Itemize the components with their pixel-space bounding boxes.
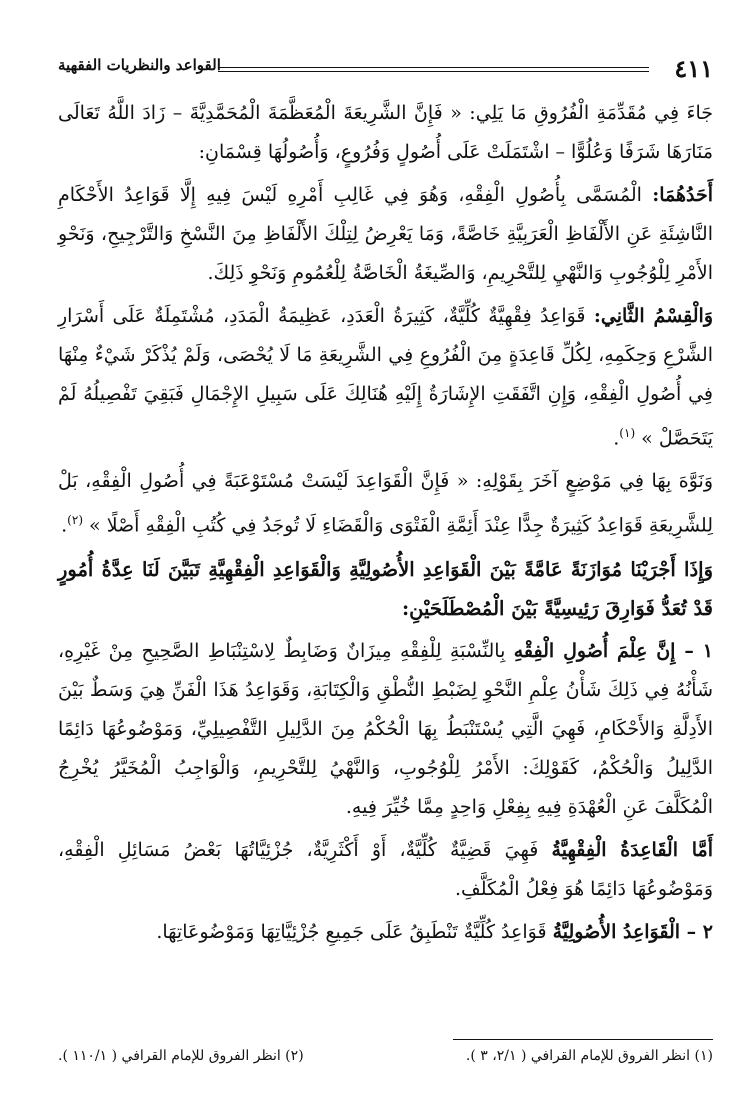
book-page [58, 52, 713, 1102]
footnote-ref-1: (١) [619, 426, 636, 440]
paragraph-7: أَمَّا الْقَاعِدَةُ الْفِقْهِيَّةُ فَهِيَ قَضِيَّةٌ كُلِّيَّةٌ، أَوْ أَكْثَرِيَّةٌ، جُزْئِيَّاتُهَا بَعْضُ مَسَائِلِ الْفِقْهِ، وَمَوْضُوعُهَا دَائِمًا هُوَ فِعْلُ الْمُكَلَّفِ. [58, 838, 713, 900]
footnotes [58, 1048, 713, 1064]
footnote-separator [453, 1039, 713, 1040]
paragraph-3: وَالْقِسْمُ الثَّانِي: قَوَاعِدُ فِقْهِيَّةٌ كُلِّيَّةٌ، كَثِيرَةُ الْعَدَدِ، عَظِيمَةُ الْمَدَدِ، مُشْتَمِلَةٌ عَلَى أَسْرَارِ الشَّرْعِ وَحِكَمِهِ، لِكُلِّ قَاعِدَةٍ مِنَ الْفُرُوعِ فِي الشَّرِيعَةِ مَا لَا يُحْصَى، وَلَمْ يُذْكَرْ شَيْءٌ مِنْهَا فِي أُصُولِ الْفِقْهِ، وَإِنِ اتَّفَقَتِ الإِشَارَةُ إِلَيْهِ هُنَالِكَ عَلَى سَبِيلِ الإِجْمَالِ فَبَقِيَ تَفْصِيلُهُ لَمْ يَتَحَصَّلْ » $^{(١)}$. [58, 305, 713, 450]
header-rule [218, 67, 649, 72]
footnote-1: (١) انظر الفروق للإمام القرافي ( ٢/١، ٣ ). [465, 1048, 713, 1064]
page-number: ٤١١ [674, 54, 713, 83]
running-title: القواعد والنظريات الفقهية [58, 56, 221, 74]
paragraph-6: ١ – إِنَّ عِلْمَ أُصُولِ الْفِقْهِ بِالنِّسْبَةِ لِلْفِقْهِ مِيزَانٌ وَضَابِطٌ لِاسْتِنْبَاطِ الصَّحِيحِ مِنْ غَيْرِهِ، شَأْنُهُ فِي ذَلِكَ شَأْنُ عِلْمِ النَّحْوِ لِضَبْطِ النُّطْقِ وَالْكِتَابَةِ، وَقَوَاعِدُ هَذَا الْفَنِّ هِيَ وَسَطٌ بَيْنَ الأَدِلَّةِ وَالأَحْكَامِ، فَهِيَ الَّتِي يُسْتَنْبَطُ بِهَا الْحُكْمُ مِنَ الدَّلِيلِ التَّفْصِيلِيِّ، وَمَوْضُوعُهَا دَائِمًا الدَّلِيلُ وَالْحُكْمُ، كَقَوْلِكَ: الأَمْرُ لِلْوُجُوبِ، وَالنَّهْيُ لِلتَّحْرِيمِ، وَالْوَاجِبُ الْمُخَيَّرُ يُخْرِجُ الْمُكَلَّفَ عَنِ الْعُهْدَةِ فِيهِ بِفِعْلِ وَاحِدٍ مِمَّا خُيِّرَ فِيهِ. [58, 639, 713, 818]
paragraph-8: ٢ – الْقَوَاعِدُ الأُصُولِيَّةُ قَوَاعِدُ كُلِّيَّةٌ تَنْطَبِقُ عَلَى جَمِيعِ جُزْئِيَّاتِهَا وَمَوْضُوعَاتِهَا. [156, 920, 713, 943]
paragraph-4: وَنَوَّهَ بِهَا فِي مَوْضِعٍ آخَرَ بِقَوْلِهِ: « فَإِنَّ الْقَوَاعِدَ لَيْسَتْ مُسْتَوْعَبَةً فِي أُصُولِ الْفِقْهِ، بَلْ لِلشَّرِيعَةِ قَوَاعِدُ كَثِيرَةٌ جِدًّا عِنْدَ أَئِمَّةِ الْفَتْوَى وَالْقَضَاءِ لَا تُوجَدُ فِي كُتُبِ الْفِقْهِ أَصْلًا » $^{(٢)}$. [58, 470, 713, 537]
paragraph-5-heading: وَإِذَا أَجْرَيْنَا مُوَازَنَةً عَامَّةً بَيْنَ الْقَوَاعِدِ الأُصُولِيَّةِ وَالْقَوَاعِدِ الْفِقْهِيَّةِ تَبَيَّنَ لَنَا عِدَّةُ أُمُورٍ قَدْ تُعَدُّ فَوَارِقَ رَئِيسِيَّةً بَيْنَ الْمُصْطَلَحَيْنِ: [58, 557, 713, 620]
page-body [58, 94, 713, 956]
paragraph-1: جَاءَ فِي مُقَدِّمَةِ الْفُرُوقِ مَا يَلِي: « فَإِنَّ الشَّرِيعَةَ الْمُعَظَّمَةَ الْمُحَمَّدِيَّةَ – زَادَ اللَّهُ تَعَالَى مَنَارَهَا شَرَفًا وَعُلُوًّا – اشْتَمَلَتْ عَلَى أُصُولٍ وَفُرُوعٍ، وَأُصُولُهَا قِسْمَانِ: [58, 102, 713, 163]
page-header [58, 52, 713, 86]
paragraph-2: أَحَدُهُمَا: الْمُسَمَّى بِأُصُولِ الْفِقْهِ، وَهُوَ فِي غَالِبِ أَمْرِهِ لَيْسَ فِيهِ إِلَّا قَوَاعِدُ الأَحْكَامِ النَّاشِئَةِ عَنِ الأَلْفَاظِ الْعَرَبِيَّةِ خَاصَّةً، وَمَا يَعْرِضُ لِتِلْكَ الأَلْفَاظِ مِنَ النَّسْخِ وَالتَّرْجِيحِ، وَنَحْوِ الأَمْرِ لِلْوُجُوبِ وَالنَّهْيِ لِلتَّحْرِيمِ، وَالصِّيغَةُ الْخَاصَّةُ لِلْعُمُومِ وَنَحْوِ ذَلِكَ. [58, 184, 713, 284]
footnote-ref-2: (٢) [67, 513, 83, 528]
footnote-2: (٢) انظر الفروق للإمام القرافي ( ١١٠/١ ). [58, 1048, 304, 1064]
